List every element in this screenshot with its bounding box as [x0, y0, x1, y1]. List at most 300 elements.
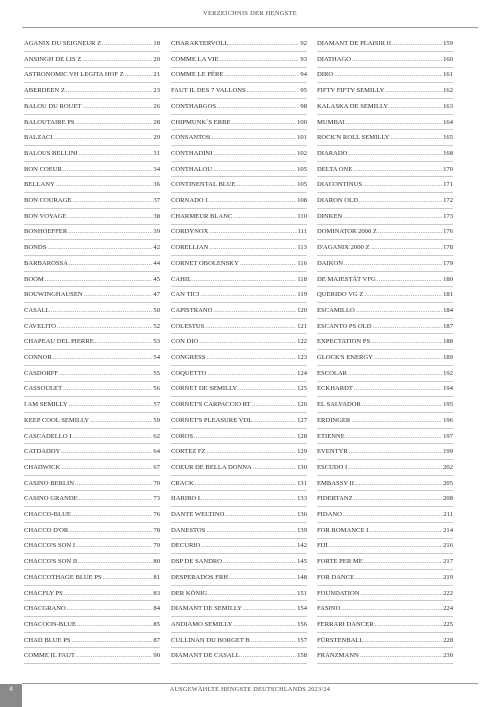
- dot-leader: [45, 274, 153, 286]
- index-entry: [171, 525, 307, 537]
- stallion-name: CHACCO'S SON II: [24, 558, 78, 566]
- header-rule: [22, 27, 478, 28]
- page-reference: 118: [297, 275, 307, 283]
- page-reference: 47: [153, 291, 160, 299]
- page-reference: 23: [153, 87, 160, 95]
- stallion-name: CASDORFF: [24, 369, 59, 377]
- dot-leader: [83, 101, 153, 113]
- stallion-name: FÜRSTENBALL: [317, 636, 364, 644]
- stallion-name: CONTHARGOS: [171, 102, 217, 110]
- row-separator: [24, 663, 160, 664]
- page-reference: 54: [153, 354, 160, 361]
- page-number: 4: [9, 686, 13, 693]
- row-separator: [24, 600, 160, 601]
- index-entry: [317, 399, 453, 411]
- row-separator: [24, 412, 160, 413]
- index-entry: [171, 242, 307, 254]
- page-reference: 157: [297, 636, 307, 644]
- dot-leader: [225, 509, 296, 521]
- index-entry: [317, 368, 453, 380]
- stallion-name: CATDADDY: [24, 448, 61, 456]
- row-separator: [24, 349, 160, 350]
- index-entry: [24, 572, 160, 584]
- stallion-name: COMME LE PÈRE: [171, 71, 224, 79]
- row-separator: [24, 616, 160, 617]
- stallion-name: DIARON OLD: [317, 197, 358, 204]
- row-separator: [317, 428, 453, 429]
- row-separator: [171, 365, 307, 366]
- stallion-name: ABERDEEN Z: [24, 87, 65, 95]
- stallion-name: CASINO GRANDE: [24, 495, 78, 503]
- row-separator: [171, 255, 307, 256]
- stallion-name: COEUR DE BELLA DONNA: [171, 463, 252, 471]
- page-reference: 98: [300, 102, 307, 110]
- index-entry: [24, 195, 160, 207]
- dot-leader: [240, 258, 297, 270]
- stallion-name: FAUT IL DES 7 VALLONS: [171, 87, 246, 95]
- page-reference: 126: [297, 401, 307, 409]
- page-reference: 192: [443, 369, 453, 377]
- page-reference: 158: [297, 652, 307, 660]
- dot-leader: [47, 242, 152, 254]
- index-entry: [24, 69, 160, 81]
- index-entry: [24, 650, 160, 662]
- row-separator: [171, 51, 307, 52]
- page-reference: 44: [153, 259, 160, 267]
- running-header: VERZEICHNIS DER HENGSTE: [203, 10, 297, 17]
- row-separator: [24, 224, 160, 225]
- dot-leader: [252, 399, 296, 411]
- dot-leader: [54, 132, 153, 144]
- row-separator: [317, 145, 453, 146]
- dot-leader: [362, 399, 442, 411]
- dot-leader: [346, 117, 442, 129]
- index-entry: [24, 148, 160, 160]
- page-reference: 216: [443, 542, 453, 550]
- row-separator: [171, 569, 307, 570]
- dot-leader: [206, 525, 296, 537]
- dot-leader: [79, 148, 153, 160]
- row-separator: [317, 553, 453, 554]
- stallion-name: ESCANTO PS OLD: [317, 322, 372, 330]
- page-reference: 37: [153, 197, 160, 204]
- stallion-name: ECKHARDT: [317, 385, 353, 393]
- row-separator: [317, 569, 453, 570]
- index-entry: [24, 478, 160, 490]
- stallion-name: CORNET OBOLENSKY: [171, 259, 239, 267]
- index-entry: [24, 289, 160, 301]
- index-entry: [171, 179, 307, 191]
- row-separator: [171, 302, 307, 303]
- stallion-name: AGANIX DU SEIGNEUR Z: [24, 40, 102, 47]
- index-entry: [24, 635, 160, 647]
- page-reference: 173: [443, 212, 453, 220]
- index-entry: [171, 635, 307, 647]
- stallion-name: QUERIDO VG Z: [317, 291, 364, 299]
- index-entry: [171, 101, 307, 113]
- dot-leader: [76, 540, 152, 552]
- stallion-name: FIJI: [317, 542, 328, 550]
- dot-leader: [209, 226, 296, 238]
- stallion-name: CAN TICI: [171, 291, 200, 299]
- page-reference: 222: [443, 589, 453, 597]
- row-separator: [317, 286, 453, 287]
- row-separator: [317, 302, 453, 303]
- dot-leader: [232, 117, 297, 129]
- page-reference: 42: [153, 244, 160, 252]
- dot-leader: [385, 85, 442, 97]
- index-entry: [317, 164, 453, 176]
- stallion-name: CASSOULET: [24, 385, 63, 393]
- page-reference: 179: [443, 259, 453, 267]
- dot-leader: [208, 588, 296, 600]
- stallion-name: CASCADELLO I: [24, 432, 72, 440]
- page-reference: 56: [153, 385, 160, 393]
- dot-leader: [68, 211, 153, 223]
- page-reference: 102: [297, 149, 307, 157]
- index-entry: [317, 525, 453, 537]
- dot-leader: [207, 368, 296, 380]
- row-separator: [317, 663, 453, 664]
- index-entry: [317, 383, 453, 395]
- dot-leader: [348, 368, 442, 380]
- stallion-name: BELLANY: [24, 181, 55, 189]
- dot-leader: [192, 274, 296, 286]
- row-separator: [24, 271, 160, 272]
- stallion-name: CORDYNOX: [171, 228, 209, 236]
- stallion-name: FIFTY FIFTY SEMILLY: [317, 87, 385, 95]
- page-reference: 161: [443, 71, 453, 79]
- stallion-name: BON COURAGE: [24, 197, 72, 204]
- dot-leader: [354, 493, 442, 505]
- index-entry: [171, 69, 307, 81]
- dot-leader: [343, 211, 442, 223]
- row-separator: [317, 129, 453, 130]
- index-entry: [171, 305, 307, 317]
- index-columns: [24, 38, 454, 666]
- stallion-name: DESPERADOS FRH: [171, 573, 228, 581]
- stallion-name: EVENTYR: [317, 448, 348, 456]
- row-separator: [317, 522, 453, 523]
- row-separator: [171, 553, 307, 554]
- index-entry: [171, 446, 307, 458]
- page-reference: 163: [443, 102, 453, 110]
- row-separator: [317, 82, 453, 83]
- page-reference: 81: [153, 573, 160, 581]
- dot-leader: [72, 431, 152, 443]
- row-separator: [317, 208, 453, 209]
- page-reference: 38: [153, 212, 160, 220]
- page-reference: 100: [297, 118, 307, 126]
- row-separator: [171, 192, 307, 193]
- stallion-name: DOMINATOR 2000 Z: [317, 228, 377, 236]
- page-reference: 95: [300, 87, 307, 95]
- page-reference: 105: [297, 165, 307, 173]
- index-entry: [317, 132, 453, 144]
- dot-leader: [247, 85, 300, 97]
- dot-leader: [344, 258, 442, 270]
- row-separator: [171, 318, 307, 319]
- page-reference: 121: [297, 322, 307, 330]
- index-entry: [24, 101, 160, 113]
- row-separator: [24, 553, 160, 554]
- index-entry: [317, 258, 453, 270]
- stallion-name: CHARMEUR BLANC: [171, 212, 233, 220]
- stallion-name: CORELLIAN: [171, 244, 209, 252]
- page-reference: 129: [297, 448, 307, 456]
- index-column-2: [171, 38, 307, 666]
- page-reference: 90: [153, 652, 160, 660]
- index-entry: [24, 321, 160, 333]
- row-separator: [171, 129, 307, 130]
- index-entry: [317, 85, 453, 97]
- stallion-name: DIARADO: [317, 149, 348, 157]
- dot-leader: [59, 368, 152, 380]
- row-separator: [171, 67, 307, 68]
- stallion-name: CHACOON-BLUE: [24, 620, 77, 628]
- row-separator: [171, 475, 307, 476]
- page-reference: 45: [153, 275, 160, 283]
- stallion-name: I AM SEMILLY: [24, 401, 68, 409]
- dot-leader: [61, 462, 152, 474]
- page-reference: 120: [297, 306, 307, 314]
- index-entry: [171, 493, 307, 505]
- dot-leader: [233, 211, 296, 223]
- index-entry: [24, 179, 160, 191]
- stallion-name: CHACCO-BLUE: [24, 511, 71, 518]
- row-separator: [317, 98, 453, 99]
- stallion-name: CAHIL: [171, 275, 192, 283]
- page-reference: 133: [297, 495, 307, 503]
- row-separator: [24, 239, 160, 240]
- page-reference: 160: [443, 55, 453, 63]
- page-reference: 52: [153, 322, 160, 330]
- row-separator: [317, 51, 453, 52]
- dot-leader: [369, 525, 442, 537]
- page-reference: 217: [443, 558, 453, 566]
- index-entry: [171, 336, 307, 348]
- dot-leader: [56, 179, 153, 191]
- page-reference: 225: [443, 620, 453, 628]
- index-entry: [317, 446, 453, 458]
- dot-leader: [355, 478, 442, 490]
- row-separator: [171, 349, 307, 350]
- page-reference: 205: [443, 479, 453, 487]
- page-reference: 116: [297, 259, 307, 267]
- stallion-name: DANESTOS: [171, 526, 206, 534]
- page-reference: 78: [153, 526, 160, 534]
- stallion-name: CORTEZ FZ: [171, 448, 206, 456]
- dot-leader: [77, 619, 152, 631]
- dot-leader: [125, 69, 153, 81]
- index-entry: [24, 540, 160, 552]
- dot-leader: [205, 321, 296, 333]
- row-separator: [317, 506, 453, 507]
- page-reference: 124: [297, 369, 307, 377]
- stallion-name: CORNET'S CARPACCIO RT: [171, 401, 251, 409]
- page-reference: 101: [297, 134, 307, 142]
- index-entry: [171, 211, 307, 223]
- stallion-name: CASINO BERLIN: [24, 479, 75, 487]
- index-entry: [171, 164, 307, 176]
- stallion-name: CONTINENTAL BLUE: [171, 181, 236, 189]
- stallion-name: ESCAMILLO: [317, 306, 355, 314]
- index-entry: [171, 415, 307, 427]
- page-reference: 171: [443, 181, 453, 189]
- row-separator: [317, 647, 453, 648]
- footer-rule: [22, 683, 478, 684]
- page-reference: 94: [300, 71, 307, 79]
- dot-leader: [72, 195, 152, 207]
- row-separator: [171, 286, 307, 287]
- dot-leader: [61, 446, 152, 458]
- stallion-name: BALOUS BELLINI: [24, 149, 78, 157]
- dot-leader: [64, 588, 153, 600]
- index-entry: [24, 603, 160, 615]
- dot-leader: [213, 305, 296, 317]
- stallion-name: DELTA ONE: [317, 165, 353, 173]
- page-reference: 93: [300, 55, 307, 63]
- row-separator: [317, 271, 453, 272]
- row-separator: [24, 286, 160, 287]
- row-separator: [24, 51, 160, 52]
- page-reference: 156: [297, 620, 307, 628]
- row-separator: [171, 663, 307, 664]
- stallion-name: BALOUTAIRE PS: [24, 118, 75, 126]
- stallion-name: BALZACI: [24, 134, 53, 142]
- dot-leader: [203, 493, 296, 505]
- index-entry: [317, 415, 453, 427]
- page-reference: 180: [443, 275, 453, 283]
- index-entry: [24, 242, 160, 254]
- stallion-name: D'AGANIX 2000 Z: [317, 244, 370, 252]
- index-entry: [171, 352, 307, 364]
- stallion-name: ETIENNE: [317, 432, 345, 440]
- index-entry: [171, 148, 307, 160]
- row-separator: [171, 600, 307, 601]
- page-reference: 111: [297, 228, 307, 236]
- page-reference: 87: [153, 636, 160, 644]
- page-reference: 197: [443, 432, 453, 440]
- stallion-name: CRACK: [171, 479, 194, 487]
- stallion-name: KALASKA DE SEMILLY: [317, 102, 389, 110]
- row-separator: [171, 428, 307, 429]
- page-reference: 194: [443, 385, 453, 393]
- dot-leader: [360, 650, 442, 662]
- stallion-name: CORNADO I: [171, 197, 208, 204]
- index-entry: [24, 383, 160, 395]
- dot-leader: [72, 509, 153, 521]
- stallion-name: DAIKON: [317, 259, 344, 267]
- dot-leader: [389, 101, 442, 113]
- row-separator: [171, 459, 307, 460]
- dot-leader: [68, 226, 152, 238]
- dot-leader: [370, 242, 442, 254]
- index-entry: [171, 289, 307, 301]
- dot-leader: [233, 619, 296, 631]
- index-entry: [317, 117, 453, 129]
- stallion-name: CON DIO: [171, 338, 199, 346]
- row-separator: [171, 522, 307, 523]
- dot-leader: [364, 556, 442, 568]
- index-entry: [317, 242, 453, 254]
- row-separator: [24, 396, 160, 397]
- page-reference: 202: [443, 463, 453, 471]
- page-reference: 26: [153, 102, 160, 110]
- page-reference: 219: [443, 573, 453, 581]
- dot-leader: [374, 352, 442, 364]
- dot-leader: [66, 85, 153, 97]
- row-separator: [171, 506, 307, 507]
- row-separator: [24, 161, 160, 162]
- index-entry: [317, 619, 453, 631]
- index-entry: [317, 179, 453, 191]
- row-separator: [24, 585, 160, 586]
- page-reference: 28: [153, 118, 160, 126]
- row-separator: [171, 585, 307, 586]
- index-entry: [317, 635, 453, 647]
- page-reference: 110: [297, 212, 307, 220]
- index-entry: [171, 572, 307, 584]
- stallion-name: CHIPMUNK´S ERBE: [171, 118, 231, 126]
- dot-leader: [82, 54, 152, 66]
- dot-leader: [243, 603, 296, 615]
- index-entry: [317, 540, 453, 552]
- index-entry: [171, 54, 307, 66]
- stallion-name: DIAMANT DE CASALL: [171, 652, 240, 660]
- row-separator: [24, 569, 160, 570]
- row-separator: [171, 381, 307, 382]
- stallion-name: EL SALVADOR: [317, 401, 361, 409]
- page-reference: 188: [443, 338, 453, 346]
- stallion-name: HARIBO L: [171, 495, 202, 503]
- page-reference: 29: [153, 134, 160, 142]
- page-reference: 165: [443, 134, 453, 142]
- row-separator: [317, 239, 453, 240]
- dot-leader: [75, 478, 152, 490]
- row-separator: [24, 490, 160, 491]
- stallion-name: CULLINAN DU BORGET B: [171, 636, 250, 644]
- row-separator: [171, 490, 307, 491]
- index-entry: [24, 619, 160, 631]
- stallion-name: FOR ROMANCE I: [317, 526, 369, 534]
- row-separator: [24, 632, 160, 633]
- dot-leader: [69, 258, 152, 270]
- page-reference: 55: [153, 369, 160, 377]
- dot-leader: [363, 179, 442, 191]
- row-separator: [317, 381, 453, 382]
- stallion-name: MUMBAI: [317, 118, 345, 126]
- index-entry: [317, 462, 453, 474]
- page-reference: 195: [443, 401, 453, 409]
- row-separator: [24, 538, 160, 539]
- row-separator: [24, 443, 160, 444]
- index-entry: [317, 556, 453, 568]
- index-entry: [317, 101, 453, 113]
- index-entry: [24, 446, 160, 458]
- dot-leader: [364, 289, 442, 301]
- page-reference: 113: [297, 244, 307, 252]
- page-reference: 92: [300, 40, 307, 47]
- dot-leader: [84, 289, 153, 301]
- index-entry: [317, 588, 453, 600]
- stallion-name: BON VOYAGE: [24, 212, 67, 220]
- dot-leader: [251, 635, 296, 647]
- index-entry: [24, 132, 160, 144]
- stallion-name: CHACCO'S SON I: [24, 542, 76, 550]
- row-separator: [317, 585, 453, 586]
- stallion-name: BALOU DU ROUET: [24, 102, 82, 110]
